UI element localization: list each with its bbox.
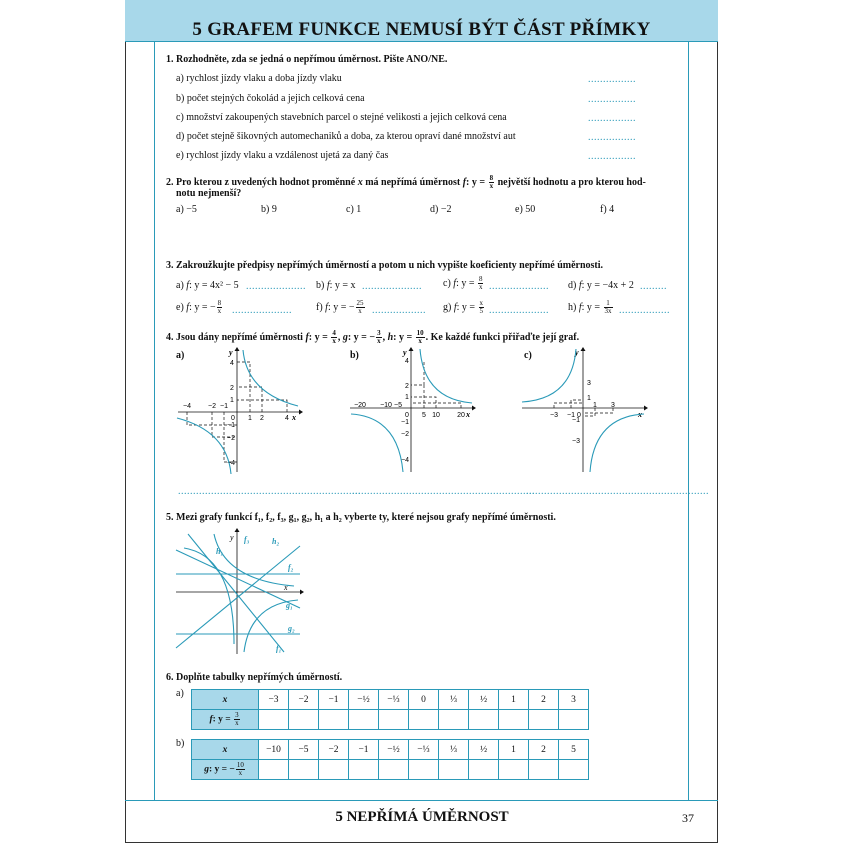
ex6a-y2[interactable] xyxy=(289,710,319,730)
ex4-graph-a xyxy=(174,345,304,475)
ex4c-tick-x2: −1 xyxy=(567,412,575,419)
ex4-graph-c xyxy=(520,345,650,475)
ex4b-tick-x2: −10 xyxy=(380,402,392,409)
ex6a-y4[interactable] xyxy=(349,710,379,730)
ex5-axis-x: x xyxy=(284,583,288,592)
ex3-blank-g[interactable]: .................... xyxy=(489,305,549,316)
header-band xyxy=(125,0,718,42)
ex6-table-a xyxy=(191,689,589,730)
ex6b-y2[interactable] xyxy=(289,760,319,780)
ex6b-y7[interactable] xyxy=(439,760,469,780)
ex1-item-a: a) rychlost jízdy vlaku a doba jízdy vlaku xyxy=(176,73,342,84)
ex6a-x1: −3 xyxy=(259,690,289,710)
ex6a-y6[interactable] xyxy=(409,710,439,730)
ex4a-tick-x1: −4 xyxy=(183,403,191,410)
ex4b-tick-y4: −1 xyxy=(401,419,409,426)
ex4a-tick-y5: −2 xyxy=(227,435,235,442)
ex6b-x3: −2 xyxy=(319,740,349,760)
ex6b-head: x xyxy=(192,740,259,760)
ex5-title: 5. Mezi grafy funkcí f₁, f₂, f₃, g₁, g₂, h₁ a h₂ vyberte ty, které nejsou grafy nepřímé úměrnosti. xyxy=(166,512,556,523)
ex6b-x8: ½ xyxy=(469,740,499,760)
ex4c-tick-y2: 1 xyxy=(587,395,591,402)
ex3-item-g: g) f: y = $\frac{x}{5}$ xyxy=(443,299,484,315)
ex4b-axis-x: x xyxy=(466,410,470,419)
ex5-curve-h2 xyxy=(214,534,294,586)
ex1-item-c: c) množství zakoupených stavebních parcel o stejné velikosti a jejich celková cena xyxy=(176,112,507,123)
table-row xyxy=(192,760,589,780)
ex1-blank-e[interactable]: ................ xyxy=(588,151,636,162)
ex4b-tick-x5: 5 xyxy=(422,412,426,419)
ex5-curve-h1 xyxy=(184,548,234,644)
ex6b-y11[interactable] xyxy=(559,760,589,780)
footer-divider xyxy=(125,800,718,801)
ex3-blank-f[interactable]: .................. xyxy=(372,305,426,316)
ex6b-x11: 5 xyxy=(559,740,589,760)
ex6a-x8: ½ xyxy=(469,690,499,710)
ex6b-y1[interactable] xyxy=(259,760,289,780)
ex4b-tick-y1: 4 xyxy=(405,358,409,365)
ex6a-y10[interactable] xyxy=(529,710,559,730)
ex4a-tick-y2: 2 xyxy=(230,385,234,392)
ex4b-tick-y5: −2 xyxy=(401,431,409,438)
ex6-title: 6. Doplňte tabulky nepřímých úměrností. xyxy=(166,672,343,683)
ex4b-axis-y: y xyxy=(403,348,407,357)
ex3-item-a: a) f: y = 4x² − 5 xyxy=(176,280,239,291)
ex4b-tick-y6: −4 xyxy=(401,457,409,464)
ex6b-y9[interactable] xyxy=(499,760,529,780)
ex4c-tick-y1: 3 xyxy=(587,380,591,387)
ex6a-head: x xyxy=(192,690,259,710)
ex4c-axis-y: y xyxy=(575,348,579,357)
ex4a-tick-x7: 4 xyxy=(285,415,289,422)
ex6a-x11: 3 xyxy=(559,690,589,710)
footer-title: 5 NEPŘÍMÁ ÚMĚRNOST xyxy=(335,809,509,825)
ex6b-x7: ⅓ xyxy=(439,740,469,760)
ex3-item-d: d) f: y = −4x + 2 xyxy=(568,280,634,291)
ex1-item-d: d) počet stejně šikovných automechaniků a doba, za kterou opraví dané množství aut xyxy=(176,131,516,142)
ex4a-tick-y6: −4 xyxy=(227,460,235,467)
ex3-blank-a[interactable]: .................... xyxy=(246,281,306,292)
ex6b-y8[interactable] xyxy=(469,760,499,780)
ex3-blank-c[interactable]: .................... xyxy=(489,281,549,292)
ex2-option-b: b) 9 xyxy=(261,204,277,215)
ex5-line-f1 xyxy=(176,550,300,608)
ex4-label-a: a) xyxy=(176,350,185,361)
ex6b-x1: −10 xyxy=(259,740,289,760)
ex6b-y6[interactable] xyxy=(409,760,439,780)
ex3-blank-h[interactable]: ................. xyxy=(619,305,670,316)
ex6-label-b: b) xyxy=(176,738,185,749)
ex4c-tick-y4: −3 xyxy=(572,438,580,445)
ex6b-y3[interactable] xyxy=(319,760,349,780)
ex5-label-g2: g₂ xyxy=(288,624,295,633)
ex2-title-line1: 2. Pro kterou z uvedených hodnot proměnné x má nepřímá úměrnost f: y = $\frac{8}{x}$ největší hodnotu a pro kterou hod- xyxy=(166,174,646,190)
ex6b-x2: −5 xyxy=(289,740,319,760)
ex4b-tick-y2: 2 xyxy=(405,383,409,390)
ex4c-tick-x5: 3 xyxy=(611,402,615,409)
ex6b-x6: −⅓ xyxy=(409,740,439,760)
ex4b-tick-x4: 0 xyxy=(405,412,409,419)
ex4-answer-c[interactable]: ............................................................. xyxy=(526,486,709,497)
ex2-title-line2: notu nejmenší? xyxy=(176,188,242,199)
ex6a-y1[interactable] xyxy=(259,710,289,730)
ex5-label-g1: g₁ xyxy=(286,601,293,610)
margin-line-left xyxy=(154,42,155,800)
ex4a-tick-x5: 1 xyxy=(248,415,252,422)
ex6b-x9: 1 xyxy=(499,740,529,760)
ex2-option-e: e) 50 xyxy=(515,204,536,215)
ex4a-tick-x6: 2 xyxy=(260,415,264,422)
ex4c-tick-x3: 0 xyxy=(577,412,581,419)
ex6a-x5: −⅓ xyxy=(379,690,409,710)
ex3-item-h: h) f: y = $\frac{1}{3x}$ xyxy=(568,299,612,315)
ex6a-y8[interactable] xyxy=(469,710,499,730)
ex6a-y5[interactable] xyxy=(379,710,409,730)
ex6a-x3: −1 xyxy=(319,690,349,710)
ex6a-y3[interactable] xyxy=(319,710,349,730)
ex6b-y10[interactable] xyxy=(529,760,559,780)
ex1-blank-b[interactable]: ................ xyxy=(588,94,636,105)
ex4-title: 4. Jsou dány nepřímé úměrnosti f: y = $\frac{4}{x}$ , g: y = − $\frac{3}{x}$ , h: y = $\frac{10}{x}$ . Ke každé funkci přiřaďte její graf. xyxy=(166,329,580,345)
ex4a-tick-x3: −1 xyxy=(220,403,228,410)
ex4a-tick-y1: 4 xyxy=(230,360,234,367)
ex4-graph-b xyxy=(348,345,478,475)
ex6-table-b xyxy=(191,739,589,780)
ex6-label-a: a) xyxy=(176,688,184,699)
ex4a-axis-y: y xyxy=(229,348,233,357)
ex6b-y4[interactable] xyxy=(349,760,379,780)
ex1-title: 1. Rozhodněte, zda se jedná o nepřímou úměrnost. Pište ANO/NE. xyxy=(166,54,448,65)
ex4b-tick-x1: −20 xyxy=(354,402,366,409)
ex2-fraction: $\frac{8}{x}$ xyxy=(489,174,494,190)
table-row xyxy=(192,690,589,710)
ex1-item-e: e) rychlost jízdy vlaku a vzdálenost ujetá za daný čas xyxy=(176,150,389,161)
ex4b-tick-x6: 10 xyxy=(432,412,440,419)
ex5-label-f1: f₁ xyxy=(276,644,282,653)
ex4c-axis-x: x xyxy=(638,410,642,419)
ex4a-tick-y3: 1 xyxy=(230,397,234,404)
ex6a-y7[interactable] xyxy=(439,710,469,730)
ex4b-tick-y3: 1 xyxy=(405,394,409,401)
ex1-item-b: b) počet stejných čokolád a jejich celková cena xyxy=(176,93,365,104)
ex3-item-e: e) f: y = − $\frac{8}{x}$ xyxy=(176,299,222,315)
ex6b-fn: g: y = − $\frac{10}{x}$ xyxy=(192,760,259,780)
ex5-label-h1: h₁ xyxy=(216,547,224,556)
ex6b-y5[interactable] xyxy=(379,760,409,780)
ex1-blank-a[interactable]: ................ xyxy=(588,74,636,85)
ex4b-tick-x3: −5 xyxy=(394,402,402,409)
ex3-blank-d[interactable]: ......... xyxy=(640,281,667,292)
ex4c-tick-x4: 1 xyxy=(593,402,597,409)
ex6a-x9: 1 xyxy=(499,690,529,710)
ex5-axis-y: y xyxy=(230,533,234,542)
ex4b-tick-x7: 20 xyxy=(457,412,465,419)
ex4a-tick-y4: −1 xyxy=(227,422,235,429)
ex5-label-f2: f₂ xyxy=(288,563,294,572)
ex6a-x4: −½ xyxy=(349,690,379,710)
ex6b-x5: −½ xyxy=(379,740,409,760)
ex3-blank-e[interactable]: .................... xyxy=(232,305,292,316)
margin-line-right xyxy=(688,42,689,800)
ex2-option-d: d) −2 xyxy=(430,204,452,215)
ex5-graph xyxy=(174,528,304,656)
ex6a-y9[interactable] xyxy=(499,710,529,730)
ex4-label-b: b) xyxy=(350,350,359,361)
ex2-option-c: c) 1 xyxy=(346,204,362,215)
table-row xyxy=(192,740,589,760)
ex4c-tick-x1: −3 xyxy=(550,412,558,419)
ex5-label-h2: h₂ xyxy=(272,537,280,546)
ex6a-x10: 2 xyxy=(529,690,559,710)
ex3-item-c: c) f: y = $\frac{8}{x}$ xyxy=(443,275,483,291)
page-title: 5 GRAFEM FUNKCE NEMUSÍ BÝT ČÁST PŘÍMKY xyxy=(192,19,651,40)
ex5-label-f3: f₃ xyxy=(244,535,250,544)
ex1-blank-d[interactable]: ................ xyxy=(588,132,636,143)
ex4c-tick-y3: −1 xyxy=(572,417,580,424)
ex6a-x2: −2 xyxy=(289,690,319,710)
ex4a-tick-x2: −2 xyxy=(208,403,216,410)
ex6b-x10: 2 xyxy=(529,740,559,760)
ex5-line-g xyxy=(176,546,300,648)
ex6b-x4: −1 xyxy=(349,740,379,760)
ex4a-axis-x: x xyxy=(292,413,296,422)
ex4a-tick-x4: 0 xyxy=(231,415,235,422)
ex1-blank-c[interactable]: ................ xyxy=(588,113,636,124)
ex4-answer-a[interactable]: ............................................................. xyxy=(178,486,361,497)
ex6a-x6: 0 xyxy=(409,690,439,710)
ex4-answer-b[interactable]: ............................................................. xyxy=(352,486,535,497)
ex3-title: 3. Zakroužkujte předpisy nepřímých úměrností a potom u nich vypište koeficienty nepřímé úměrnosti. xyxy=(166,260,604,271)
ex4-label-c: c) xyxy=(524,350,532,361)
ex6a-y11[interactable] xyxy=(559,710,589,730)
ex3-item-b: b) f: y = x xyxy=(316,280,356,291)
page-number: 37 xyxy=(682,811,694,825)
ex3-item-f: f) f: y = − $\frac{25}{x}$ xyxy=(316,299,364,315)
ex6a-x7: ⅓ xyxy=(439,690,469,710)
table-row xyxy=(192,710,589,730)
ex2-option-a: a) −5 xyxy=(176,204,197,215)
ex2-option-f: f) 4 xyxy=(600,204,615,215)
ex6a-fn: f: y = $\frac{3}{x}$ xyxy=(192,710,259,730)
ex3-blank-b[interactable]: .................... xyxy=(362,281,422,292)
